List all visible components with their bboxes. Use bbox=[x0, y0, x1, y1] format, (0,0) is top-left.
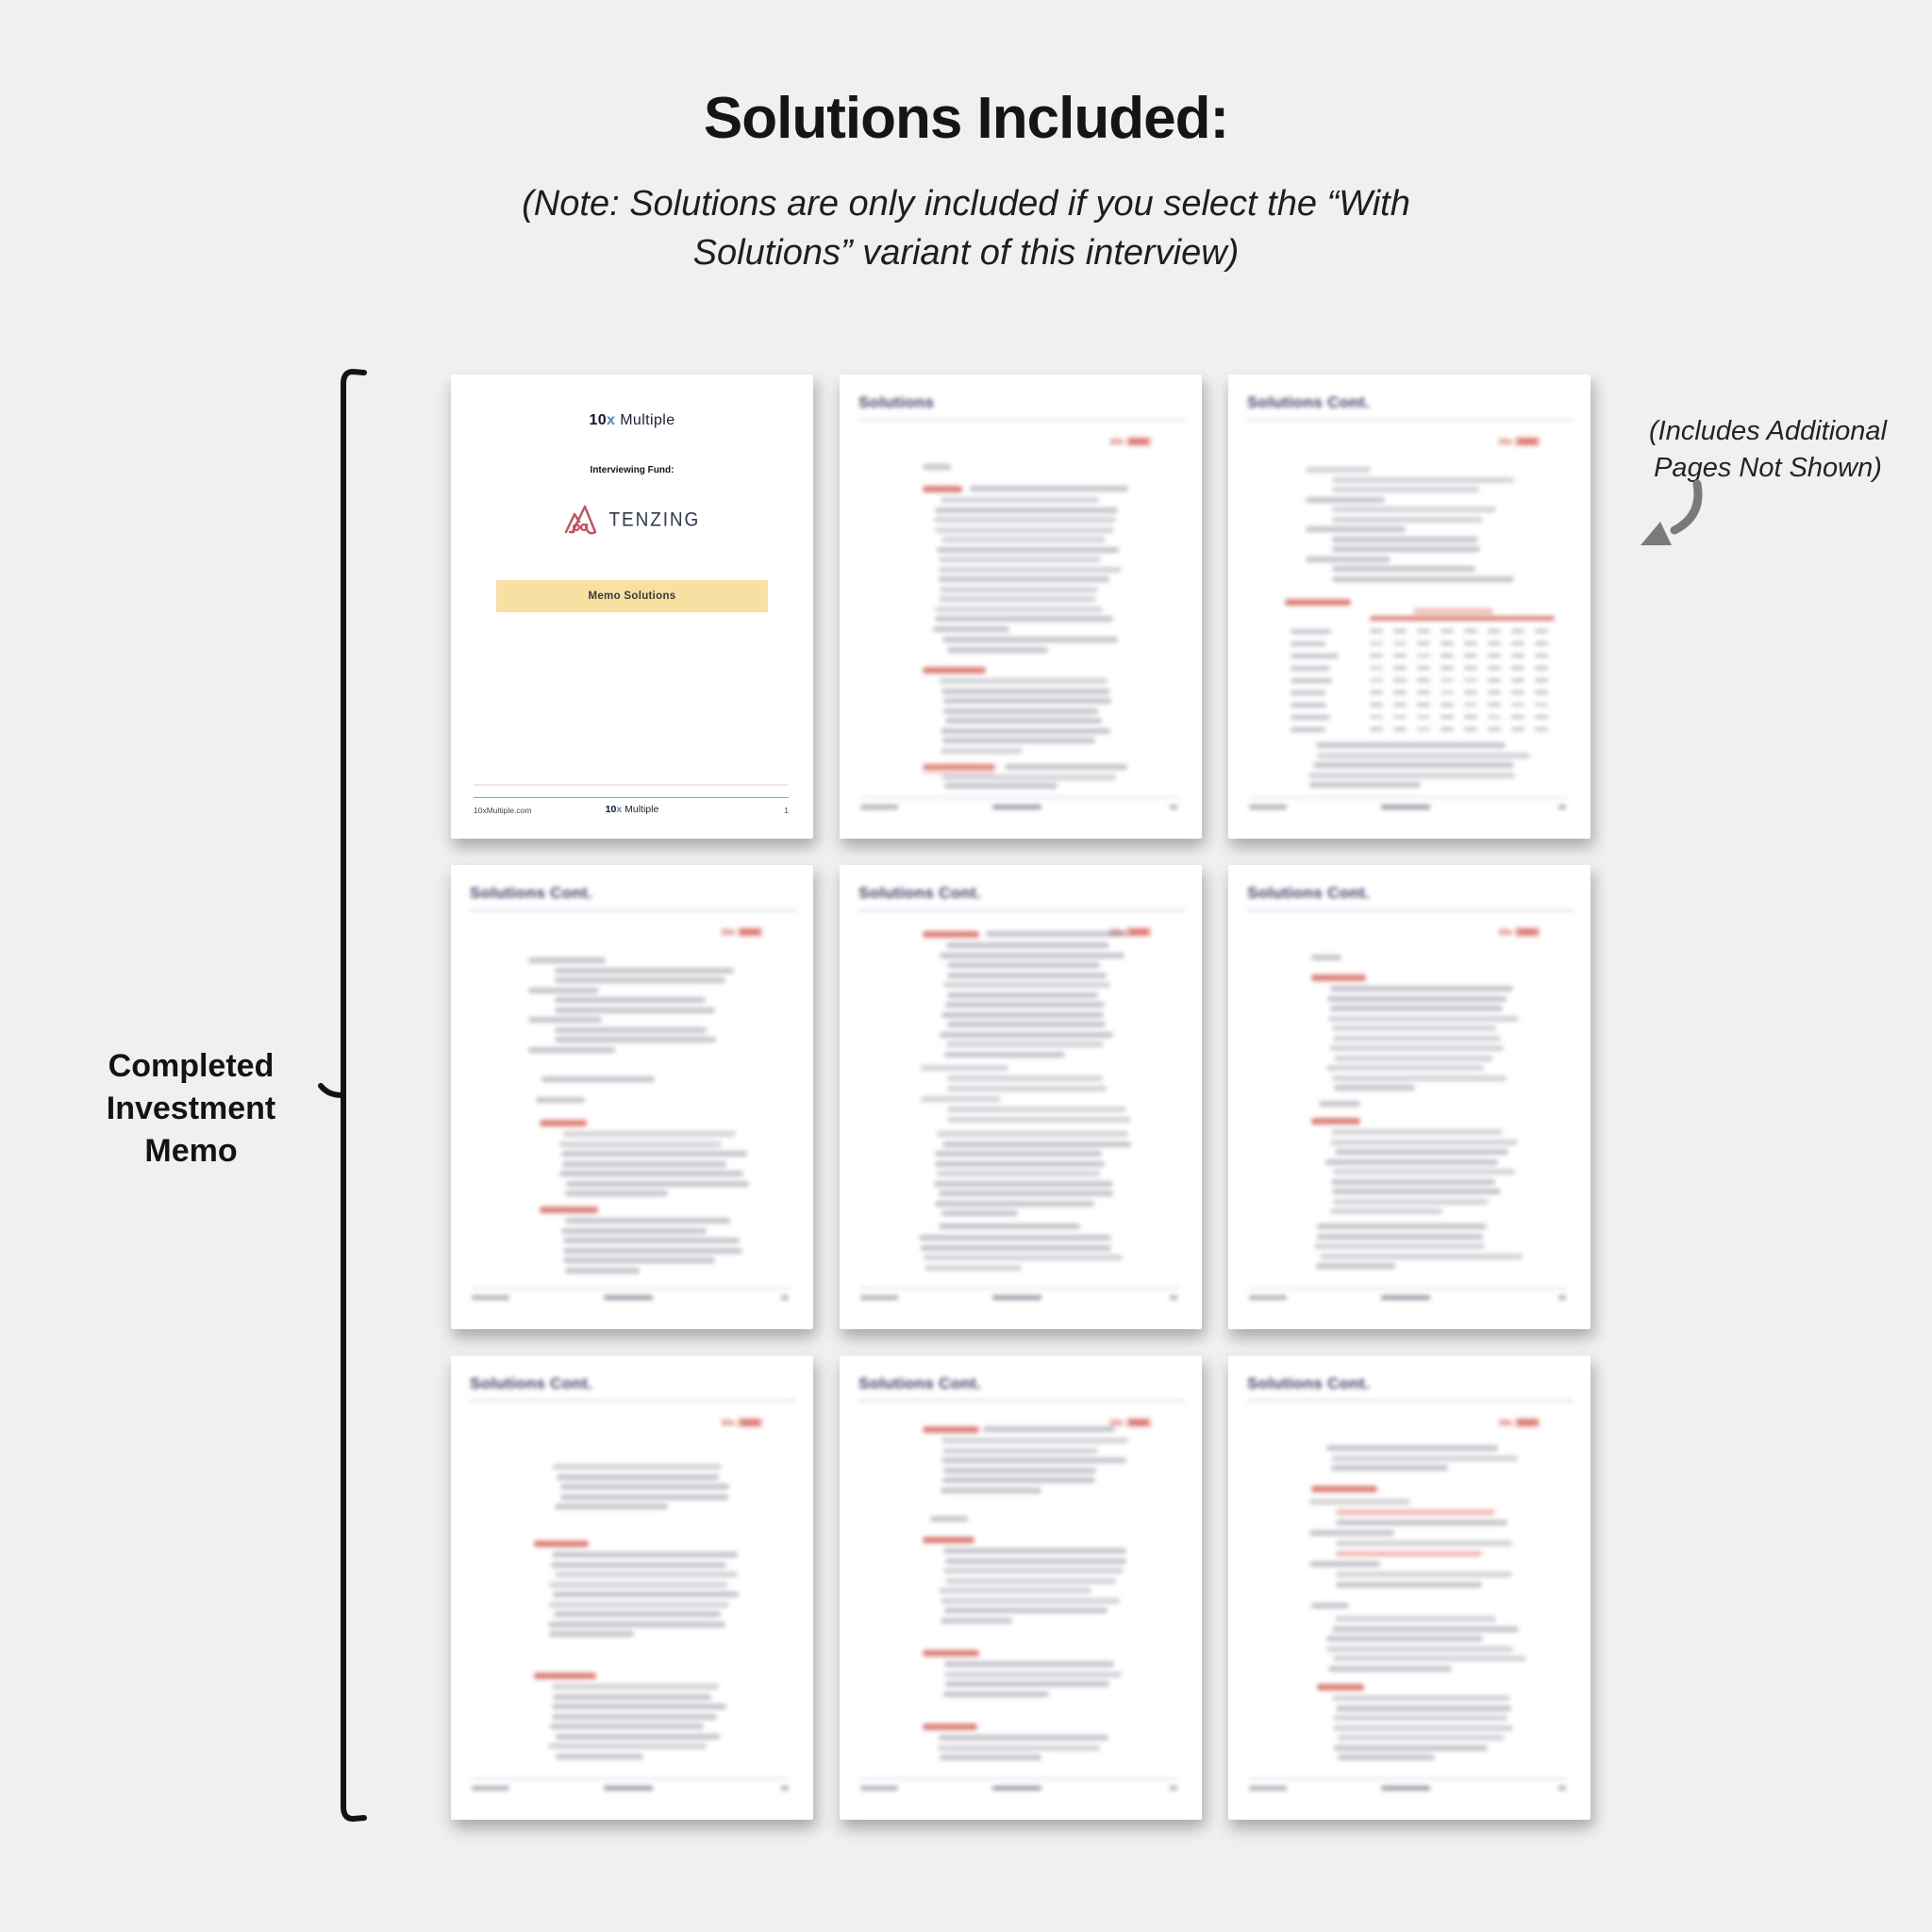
blurred-content bbox=[1228, 375, 1591, 839]
memo-page-1-cover bbox=[451, 375, 813, 839]
page-footer bbox=[840, 1778, 1202, 1820]
brand-10: 10 bbox=[589, 412, 608, 428]
note-line-2: Solutions” variant of this interview) bbox=[692, 233, 1240, 274]
blurred-content bbox=[840, 375, 1202, 839]
10x-watermark: 10x bbox=[721, 1418, 762, 1427]
brand-multiple: Multiple bbox=[615, 412, 675, 428]
footer-site-url: 10xMultiple.com bbox=[474, 806, 532, 815]
page-heading: Solutions Cont. bbox=[470, 1374, 593, 1392]
blurred-content bbox=[1228, 1356, 1591, 1820]
10x-watermark: 10x bbox=[1498, 1418, 1540, 1427]
page-heading: Solutions Cont. bbox=[1247, 393, 1371, 411]
brand-x: x bbox=[607, 412, 616, 428]
page-heading: Solutions Cont. bbox=[858, 884, 982, 902]
completed-investment-memo-label bbox=[42, 1045, 340, 1173]
page-footer bbox=[840, 797, 1202, 839]
memo-page-7 bbox=[451, 1356, 813, 1820]
blurred-content bbox=[1228, 865, 1591, 1329]
memo-page-8 bbox=[840, 1356, 1202, 1820]
memo-page-3 bbox=[1228, 375, 1591, 839]
arrow-down-left-icon bbox=[1627, 476, 1722, 561]
memo-page-5 bbox=[840, 865, 1202, 1329]
memo-page-4 bbox=[451, 865, 813, 1329]
page-footer bbox=[840, 1288, 1202, 1329]
page-heading: Solutions bbox=[858, 393, 935, 411]
page-footer bbox=[1228, 1778, 1591, 1820]
page-heading: Solutions Cont. bbox=[470, 884, 593, 902]
right-note-line-1: (Includes Additional bbox=[1648, 416, 1888, 446]
10x-watermark: 10x bbox=[1498, 437, 1540, 446]
memo-solutions-label: Memo Solutions bbox=[588, 591, 676, 602]
10x-watermark: 10x bbox=[1109, 437, 1151, 446]
interviewing-fund-label: Interviewing Fund: bbox=[590, 465, 675, 475]
page-footer bbox=[1228, 1288, 1591, 1329]
tenzing-mountain-icon bbox=[562, 503, 598, 537]
blurred-content bbox=[451, 1356, 813, 1820]
page-heading: Solutions Cont. bbox=[858, 1374, 982, 1392]
cover-footer bbox=[451, 797, 813, 839]
footer-page-number: 1 bbox=[784, 806, 789, 815]
left-label-line-2: Investment bbox=[106, 1090, 276, 1126]
tenzing-wordmark: TENZING bbox=[608, 508, 700, 531]
faint-divider bbox=[474, 784, 789, 786]
memo-solutions-banner bbox=[496, 580, 768, 612]
memo-page-6 bbox=[1228, 865, 1591, 1329]
page-footer bbox=[451, 1778, 813, 1820]
memo-page-9 bbox=[1228, 1356, 1591, 1820]
10x-watermark: 10x bbox=[1109, 927, 1151, 937]
page-footer bbox=[1228, 797, 1591, 839]
right-note-line-2: Pages Not Shown) bbox=[1654, 453, 1882, 484]
memo-page-2 bbox=[840, 375, 1202, 839]
left-label-line-1: Completed bbox=[108, 1048, 275, 1084]
page-heading: Solutions Cont. bbox=[1247, 884, 1371, 902]
solutions-note bbox=[0, 179, 1932, 278]
page-title: Solutions Included: bbox=[703, 86, 1229, 151]
blurred-content bbox=[840, 865, 1202, 1329]
page-footer bbox=[451, 1288, 813, 1329]
footer-brand: 10x Multiple bbox=[605, 804, 659, 815]
10x-watermark: 10x bbox=[721, 927, 762, 937]
left-label-line-3: Memo bbox=[144, 1132, 238, 1169]
tenzing-logo bbox=[451, 503, 813, 537]
10x-watermark: 10x bbox=[1109, 1418, 1151, 1427]
page-heading: Solutions Cont. bbox=[1247, 1374, 1371, 1392]
footer-rule bbox=[474, 797, 789, 798]
brand-10x-multiple bbox=[451, 412, 813, 429]
blurred-content bbox=[840, 1356, 1202, 1820]
blurred-content bbox=[451, 865, 813, 1329]
10x-watermark: 10x bbox=[1498, 927, 1540, 937]
note-line-1: (Note: Solutions are only included if you select the “With bbox=[522, 184, 1410, 224]
